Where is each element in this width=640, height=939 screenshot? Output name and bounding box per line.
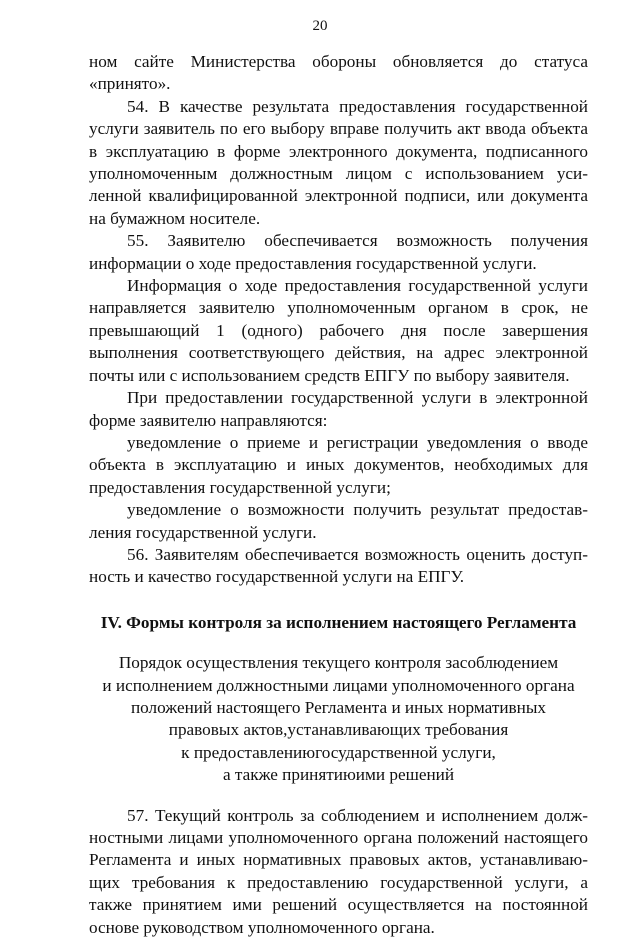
paragraph-notice-receipt: уведомление о приеме и регистрации уведомления о вводе объекта в эксплуатацию и иных документов, необходимых для предоставления государственной услуги; — [89, 432, 588, 497]
subsection-title-line: а также принятиюими решений — [222, 765, 455, 785]
paragraph-57: 57. Текущий контроль за соблюдением и исполнением должностными лицами уполномоченного органа положений настоящего Регламента и иных нормативных правовых актов, устанавливающих требования к предоставлению государственной услуги, а также принятием ими решений осуществляется на постоянной основе руководством уполномоченного органа. — [89, 805, 588, 937]
document-body — [89, 51, 588, 939]
subsection-title-line: Порядок осуществления текущего контроля засоблюдением — [118, 653, 559, 673]
paragraph-continuation: ном сайте Министерства обороны обновляется до статуса «принято». — [89, 52, 588, 94]
page-number: 20 — [312, 18, 328, 34]
paragraph-info-delivery: Информация о ходе предоставления государственной услуги направляется заявителю уполномоченным органом в срок, не превышающий 1 (одного) рабочего дня после завершения выполнения соответствующего действия, на адрес электронной почты или с использованием средств ЕПГУ по выбору заявителя. — [89, 276, 588, 385]
paragraph-56: 56. Заявителям обеспечивается возможность оценить доступность и качество государственной услуги на ЕПГУ. — [89, 544, 588, 587]
subsection-title-line: и исполнением должностными лицами уполномоченного органа — [102, 675, 575, 695]
subsection-title-line: правовых актов,устанавливающих требования — [168, 720, 509, 740]
paragraph-electronic-form: При предоставлении государственной услуги в электронной форме заявителю направляются: — [89, 388, 588, 430]
subsection-title-line: положений настоящего Регламента и иных нормативных — [130, 697, 546, 717]
section-title: IV. Формы контроля за исполнением настоящего Регламента — [100, 612, 577, 632]
paragraph-notice-result: уведомление о возможности получить результат предоставления государственной услуги. — [89, 500, 588, 542]
subsection-title-line: к предоставлениюгосударственной услуги, — [181, 742, 496, 762]
paragraph-54: 54. В качестве результата предоставления государственной услуги заявитель по его выбору вправе получить акт ввода объекта в эксплуатацию в форме электронного документа, подписанного уполномоченным должностным лицом с использованием усиленной квалифицированной электронной подписи, или документа на бумажном носителе. — [89, 96, 588, 228]
paragraph-55: 55. Заявителю обеспечивается возможность получения информации о ходе предоставления государственной услуги. — [89, 231, 588, 273]
subsection-title — [89, 652, 588, 786]
